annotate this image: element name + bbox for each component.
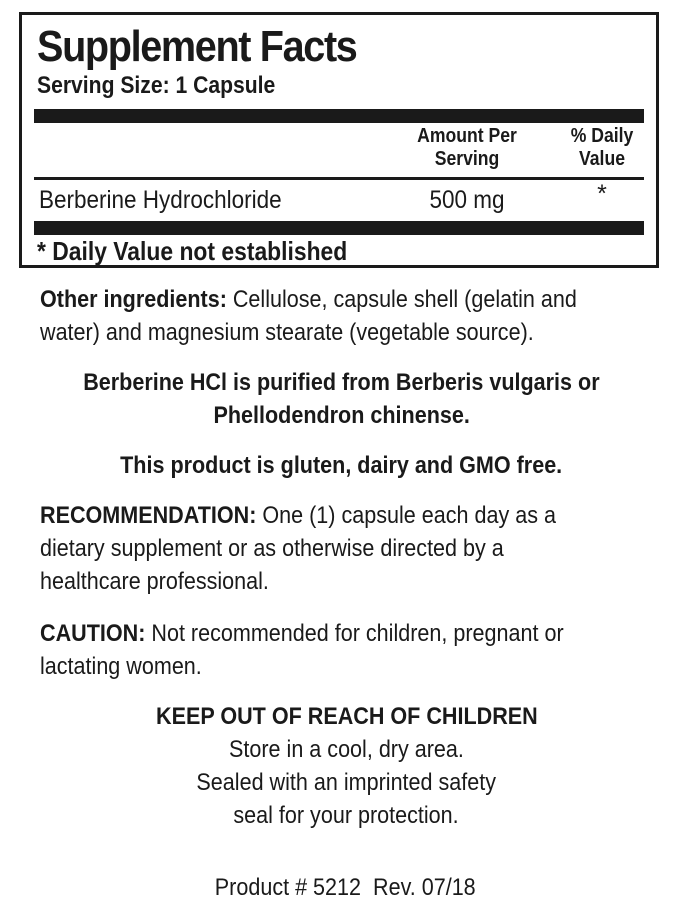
source-note-line2: Phellodendron chinense.: [213, 402, 470, 429]
product-info: [4, 871, 683, 904]
recommendation-text1: One (1) capsule each day as a: [256, 502, 557, 529]
other-ingredients-paragraph: [40, 283, 647, 349]
source-note-line1: Berberine HCl is purified from Berberis vulgaris or: [83, 369, 600, 396]
caution-paragraph: [40, 617, 647, 683]
caution-line2: lactating women.: [40, 653, 202, 680]
ingredient-name: Berberine Hydrochloride: [39, 186, 282, 214]
other-ingredients-line2: water) and magnesium stearate (vegetable source).: [40, 319, 534, 346]
free-from-text: This product is gluten, dairy and GMO free.: [120, 452, 563, 479]
source-note: [0, 366, 683, 432]
recommendation-line3: healthcare professional.: [40, 568, 269, 595]
supplement-facts-panel: [19, 12, 659, 268]
recommendation-line1: [40, 499, 647, 532]
ingredient-amount: 500 mg: [429, 186, 505, 214]
free-from-statement: [0, 449, 683, 482]
recommendation-paragraph: [40, 499, 647, 598]
recommendation-line2: dietary supplement or as otherwise directed by a: [40, 535, 504, 562]
other-ingredients-text1: Cellulose, capsule shell (gelatin and: [226, 286, 577, 313]
caution-text1: Not recommended for children, pregnant or: [145, 620, 564, 647]
ingredient-daily-value: *: [597, 180, 607, 208]
serving-size: Serving Size: 1 Capsule: [37, 72, 276, 99]
bottom-divider-bar: [34, 221, 644, 235]
top-divider-bar: [34, 109, 644, 123]
amount-header-line1: Amount Per: [417, 125, 517, 147]
other-ingredients-line1: [40, 283, 647, 316]
daily-value-header: [558, 125, 646, 171]
daily-value-footnote: * Daily Value not established: [37, 236, 348, 266]
storage-heading: KEEP OUT OF REACH OF CHILDREN: [155, 703, 538, 730]
dv-header-line2: Value: [578, 148, 625, 170]
storage-line3: seal for your protection.: [233, 802, 460, 829]
storage-line2: Sealed with an imprinted safety: [196, 769, 497, 796]
recommendation-label: RECOMMENDATION:: [40, 502, 257, 529]
caution-label: CAUTION:: [40, 620, 146, 647]
amount-per-serving-header: [401, 125, 533, 171]
other-ingredients-label: Other ingredients:: [40, 286, 227, 313]
caution-line1: [40, 617, 647, 650]
product-info-text: Product # 5212 Rev. 07/18: [215, 874, 476, 901]
storage-block: [5, 700, 683, 832]
dv-header-line1: % Daily: [570, 125, 634, 147]
storage-line1: Store in a cool, dry area.: [229, 736, 464, 763]
facts-title: Supplement Facts: [37, 22, 357, 71]
amount-header-line2: Serving: [434, 148, 500, 170]
